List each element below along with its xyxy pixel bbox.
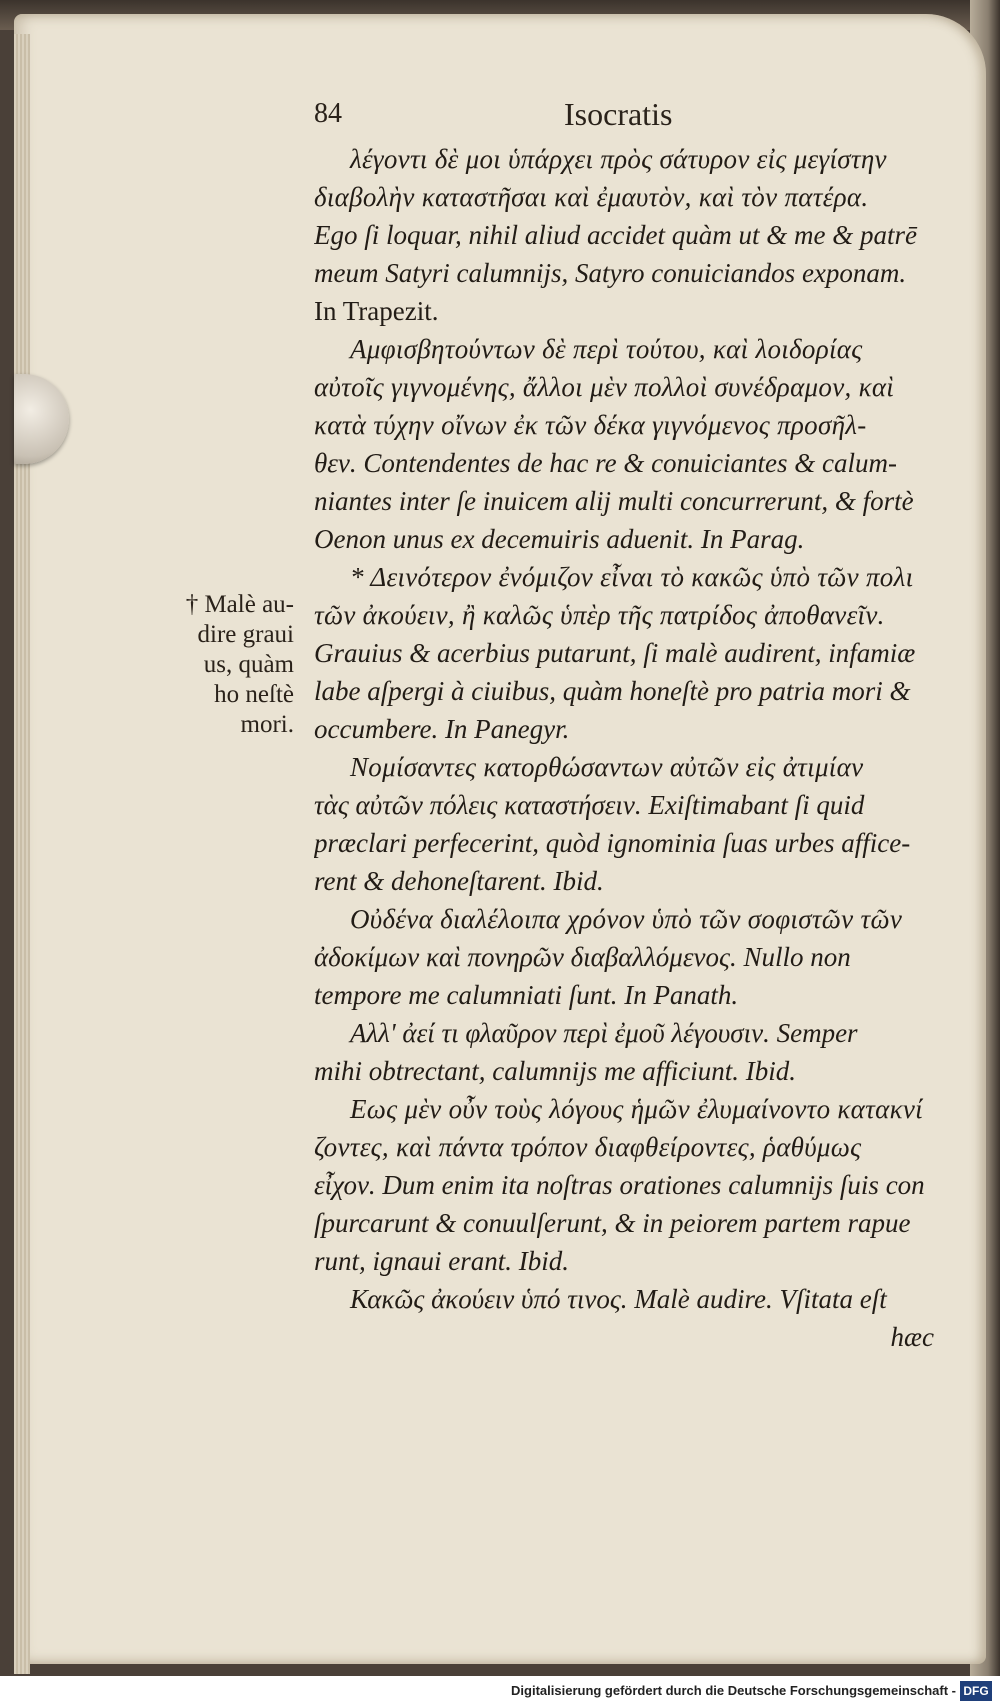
text-line: * Δεινότερον ἐνόμιζον εἶναι τὸ κακῶς ὑπὸ τῶν πολι	[350, 562, 914, 592]
text-line: runt, ignaui erant. Ibid.	[314, 1246, 569, 1276]
text-line: διαβολὴν καταστῆσαι καὶ ἐμαυτὸν, καὶ τὸν πατέρα.	[314, 182, 869, 212]
main-text-block	[314, 140, 954, 1356]
footer-bar	[0, 1676, 1000, 1707]
text-line: θεν. Contendentes de hac re & conuiciantes & calum-	[314, 448, 898, 478]
running-title: Isocratis	[564, 96, 673, 132]
marginal-note	[168, 590, 294, 740]
text-line: præclari perfecerint, quòd ignominia ſuas urbes affice-	[314, 828, 911, 858]
text-line: tempore me calumniati ſunt. In Panath.	[314, 980, 739, 1010]
page-edges-left	[14, 34, 30, 1674]
text-line: Ego ſi loquar, nihil aliud accidet quàm ut & me & patrē	[314, 220, 917, 250]
text-line: ἀδοκίμων καὶ πονηρῶν διαβαλλόμενος. Nullo non	[314, 942, 851, 972]
page-number: 84	[314, 98, 342, 129]
text-line: niantes inter ſe inuicem alij multi concurrerunt, & fortè	[314, 486, 914, 516]
text-line: ζοντες, καὶ πάντα τρόπον διαφθείροντες, ῥαθύμως	[314, 1132, 862, 1162]
text-line: Αμφισβητούντων δὲ περὶ τούτου, καὶ λοιδορίας	[350, 334, 863, 364]
text-line: τὰς αὐτῶν πόλεις καταστήσειν. Exiſtimabant ſi quid	[314, 790, 865, 820]
footer-credit: Digitalisierung gefördert durch die Deutsche Forschungsgemeinschaft -	[511, 1683, 956, 1698]
marginal-note-line: ho neſtè	[214, 681, 294, 708]
text-line: mihi obtrectant, calumnijs me afficiunt. Ibid.	[314, 1056, 796, 1086]
text-line: labe aſpergi à ciuibus, quàm honeſtè pro patria mori &	[314, 676, 911, 706]
text-line: Grauius & acerbius putarunt, ſi malè audirent, infamiæ	[314, 638, 916, 668]
text-line: τῶν ἀκούειν, ἢ καλῶς ὑπὲρ τῆς πατρίδος ἀποθανεῖν.	[314, 600, 885, 630]
text-line: occumbere. In Panegyr.	[314, 714, 570, 744]
text-line: κατὰ τύχην οἴνων ἐκ τῶν δέκα γιγνόμενος προσῆλ-	[314, 410, 867, 440]
marginal-note-line: † Malè au-	[185, 591, 294, 618]
text-line: rent & dehoneſtarent. Ibid.	[314, 866, 604, 896]
text-line: εἶχον. Dum enim ita noſtras orationes calumnijs ſuis con	[314, 1170, 925, 1200]
marginal-note-line: dire graui	[197, 621, 294, 648]
marginal-note-line: us, quàm	[203, 651, 294, 678]
text-line: ſpurcarunt & conuulſerunt, & in peiorem partem rapue	[314, 1208, 911, 1238]
text-line: In Trapezit.	[314, 296, 439, 326]
text-line: Oenon unus ex decemuiris aduenit. In Parag.	[314, 524, 805, 554]
text-line: αὐτοῖς γιγνομένης, ἄλλοι μὲν πολλοὶ συνέδραμον, καὶ	[314, 372, 895, 402]
text-line: Νομίσαντες κατορθώσαντων αὐτῶν εἰς ἀτιμίαν	[350, 752, 864, 782]
catchword: hæc	[890, 1322, 934, 1352]
marginal-note-line: mori.	[240, 711, 294, 738]
text-line: Εως μὲν οὖν τοὺς λόγους ἡμῶν ἐλυμαίνοντο κατακνί	[350, 1094, 923, 1124]
text-line: Οὐδένα διαλέλοιπα χρόνον ὑπὸ τῶν σοφιστῶν τῶν	[350, 904, 903, 934]
page-clip	[14, 374, 69, 464]
text-line: λέγοντι δὲ μοι ὑπάρχει πρὸς σάτυρον εἰς μεγίστην	[350, 144, 887, 174]
dfg-logo-badge: DFG	[960, 1681, 992, 1701]
text-line: Κακῶς ἀκούειν ὑπό τινος. Malè audire. Vſitata eſt	[350, 1284, 887, 1314]
text-line: meum Satyri calumnijs, Satyro conuiciandos exponam.	[314, 258, 907, 288]
text-line: Αλλ' ἀεί τι φλαῦρον περὶ ἐμοῦ λέγουσιν. Semper	[350, 1018, 858, 1048]
page-header	[314, 98, 954, 138]
